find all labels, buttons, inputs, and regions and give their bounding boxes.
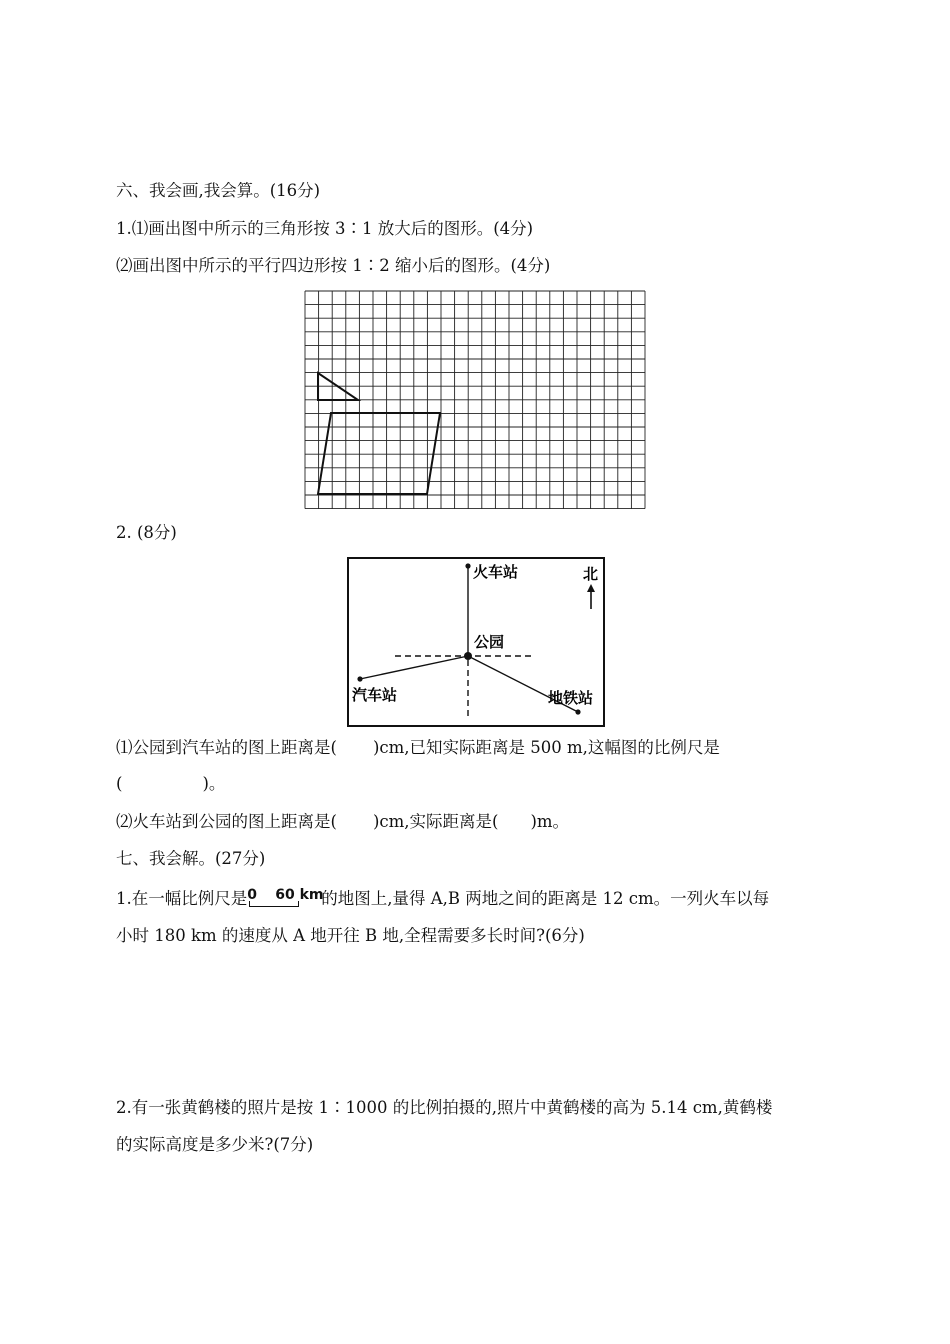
section-6-title: 六、我会画,我会算。(16分) bbox=[116, 181, 321, 200]
q2-2-text-a: ⑵火车站到公园的图上距离是( bbox=[116, 812, 337, 831]
scale-bar-value: 60 km bbox=[275, 887, 324, 903]
question-2-1-line-2 bbox=[116, 773, 225, 795]
north-label: 北 bbox=[583, 565, 599, 583]
location-map bbox=[347, 557, 605, 727]
section-7-question-2-line-1: 2.有一张黄鹤楼的照片是按 1∶1000 的比例拍摄的,照片中黄鹤楼的高为 5.14 cm,黄鹤楼 bbox=[116, 1098, 773, 1117]
scale-bar-rule bbox=[249, 901, 299, 907]
s7-q1-text-b: 的地图上,量得 A,B 两地之间的距离是 12 cm。一列火车以每 bbox=[321, 889, 770, 908]
bus-station-point bbox=[357, 676, 362, 681]
question-2-2 bbox=[116, 811, 569, 833]
section-7-question-2-line-2: 的实际高度是多少米?(7分) bbox=[116, 1135, 314, 1154]
q2-1-text-c: ( bbox=[116, 774, 123, 793]
park-point bbox=[464, 652, 472, 660]
section-7-title: 七、我会解。(27分) bbox=[116, 849, 266, 868]
s7-q1-text-a: 1.在一幅比例尺是 bbox=[116, 889, 248, 908]
q2-1-text-b: )cm,已知实际距离是 500 m,这幅图的比例尺是 bbox=[372, 738, 720, 757]
scale-bar-zero: 0 bbox=[247, 887, 257, 903]
q2-2-text-b: )cm,实际距离是( bbox=[372, 812, 499, 831]
subway-station-label: 地铁站 bbox=[548, 689, 594, 707]
square-grid-figure bbox=[304, 290, 648, 512]
section-7-question-1-line-2: 小时 180 km 的速度从 A 地开往 B 地,全程需要多长时间?(6分) bbox=[116, 926, 585, 945]
train-station-point bbox=[465, 563, 470, 568]
q2-1-text-a: ⑴公园到汽车站的图上距离是( bbox=[116, 738, 337, 757]
train-station-label: 火车站 bbox=[473, 563, 519, 581]
q2-2-text-c: )m。 bbox=[530, 812, 570, 831]
north-arrow-head bbox=[587, 584, 595, 592]
park-label: 公园 bbox=[474, 633, 505, 651]
bus-station-label: 汽车站 bbox=[352, 686, 398, 704]
question-2-label: 2. (8分) bbox=[116, 523, 177, 542]
scale-bar bbox=[247, 887, 324, 910]
question-1-part-1: 1.⑴画出图中所示的三角形按 3∶1 放大后的图形。(4分) bbox=[116, 219, 534, 238]
park-to-bus-line bbox=[360, 656, 468, 679]
section-7-question-1-line-1 bbox=[116, 888, 769, 910]
question-2-1-line-1 bbox=[116, 737, 720, 759]
parallelogram-shape bbox=[318, 413, 440, 494]
question-1-part-2: ⑵画出图中所示的平行四边形按 1∶2 缩小后的图形。(4分) bbox=[116, 256, 551, 275]
q2-1-text-d: )。 bbox=[202, 774, 226, 793]
subway-station-point bbox=[575, 709, 580, 714]
